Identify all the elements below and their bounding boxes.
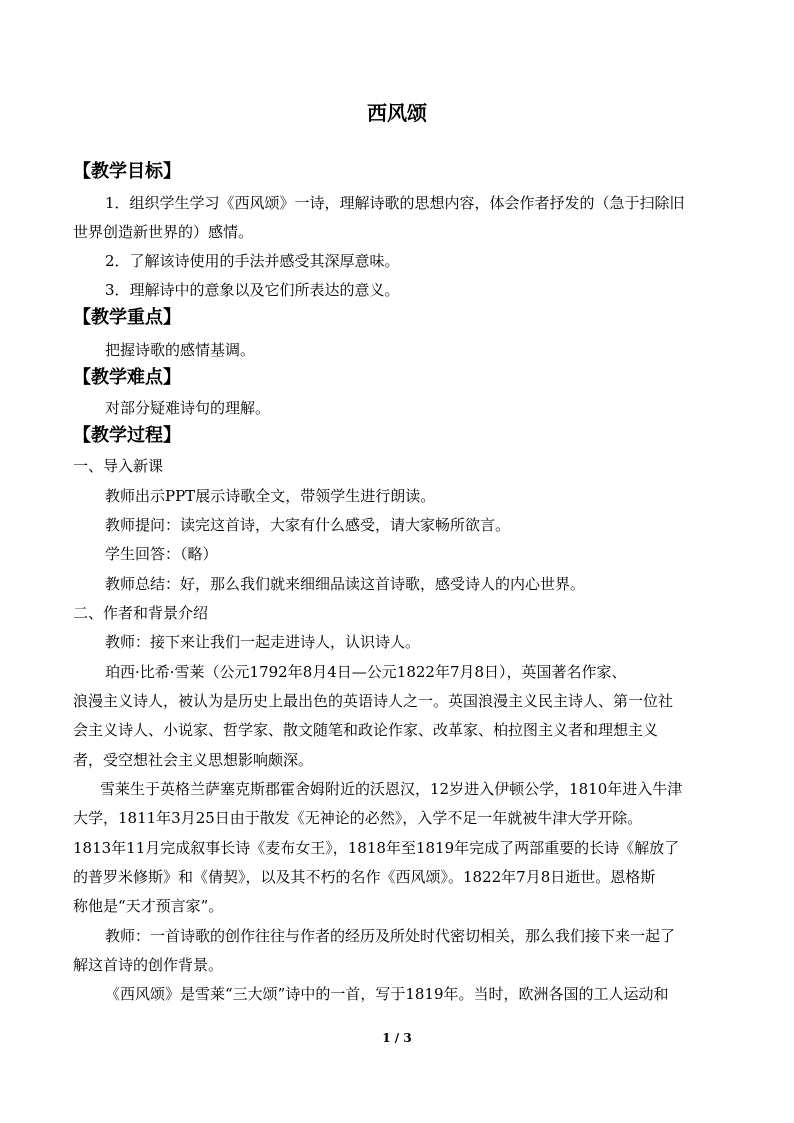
background-para-2-line-1: 《西风颂》是雪莱“三大颂”诗中的一首，写于1819年。当时，欧洲各国的工人运动和: [105, 985, 669, 1003]
author-para-2-line-1: 珀西·比希·雪莱（公元1792年8月4日—公元1822年7月8日），英国著名作家、: [105, 663, 627, 681]
background-para-1-line-2: 解这首诗的创作背景。: [73, 956, 224, 974]
goal-1-line-2: 世界创造新世界的）感情。: [73, 223, 254, 241]
page-title: 西风颂: [367, 101, 427, 125]
background-para-1-line-1: 教师：一首诗歌的创作往往与作者的经历及所处时代密切相关，那么我们接下来一起了: [105, 927, 676, 945]
difficulty-1: 对部分疑难诗句的理解。: [105, 399, 271, 417]
intro-para-3: 学生回答：（略）: [105, 545, 218, 563]
section-heading-keypoints: 【教学重点】: [73, 307, 181, 328]
intro-para-4: 教师总结：好，那么我们就来细细品读这首诗歌，感受诗人的内心世界。: [105, 575, 586, 593]
section-heading-difficulties: 【教学难点】: [73, 367, 181, 388]
author-para-2-line-4: 者，受空想社会主义思想影响颇深。: [73, 751, 314, 769]
author-para-3-line-4: 的普罗米修斯》和《倩契》，以及其不朽的名作《西风颂》。1822年7月8日逝世。恩格斯: [73, 868, 656, 886]
author-para-1: 教师：接下来让我们一起走进诗人，认识诗人。: [105, 633, 421, 651]
subsection-title-intro: 一、导入新课: [73, 457, 164, 475]
goal-2: 2．了解该诗使用的手法并感受其深厚意味。: [105, 252, 400, 270]
author-para-3-line-3: 1813年11月完成叙事长诗《麦布女王》，1818年至1819年完成了两部重要的长诗《解放了: [73, 839, 680, 857]
author-para-3-line-2: 大学，1811年3月25日由于散发《无神论的必然》，入学不足一年就被牛津大学开除。: [73, 809, 643, 827]
section-heading-process: 【教学过程】: [73, 425, 181, 446]
intro-para-1: 教师出示PPT展示诗歌全文，带领学生进行朗读。: [105, 487, 436, 505]
section-heading-goals: 【教学目标】: [73, 161, 181, 182]
goal-1-line-1: 1．组织学生学习《西风颂》一诗，理解诗歌的思想内容，体会作者抒发的（急于扫除旧: [105, 194, 685, 212]
intro-para-2: 教师提问：读完这首诗，大家有什么感受，请大家畅所欲言。: [105, 516, 511, 534]
keypoint-1: 把握诗歌的感情基调。: [105, 341, 256, 359]
subsection-title-author: 二、作者和背景介绍: [73, 604, 209, 622]
author-para-2-line-2: 浪漫主义诗人，被认为是历史上最出色的英语诗人之一。英国浪漫主义民主诗人、第一位社: [73, 692, 674, 710]
author-para-3-line-5: 称他是“天才预言家”。: [73, 897, 224, 915]
page-number: 1 / 3: [382, 1031, 412, 1045]
goal-3: 3．理解诗中的意象以及它们所表达的意义。: [105, 281, 400, 299]
author-para-3-line-1: 雪莱生于英格兰萨塞克斯郡霍舍姆附近的沃恩汉，12岁进入伊顿公学，1810年进入牛津: [100, 780, 683, 798]
author-para-2-line-3: 会主义诗人、小说家、哲学家、散文随笔和政论作家、改革家、柏拉图主义者和理想主义: [73, 721, 659, 739]
